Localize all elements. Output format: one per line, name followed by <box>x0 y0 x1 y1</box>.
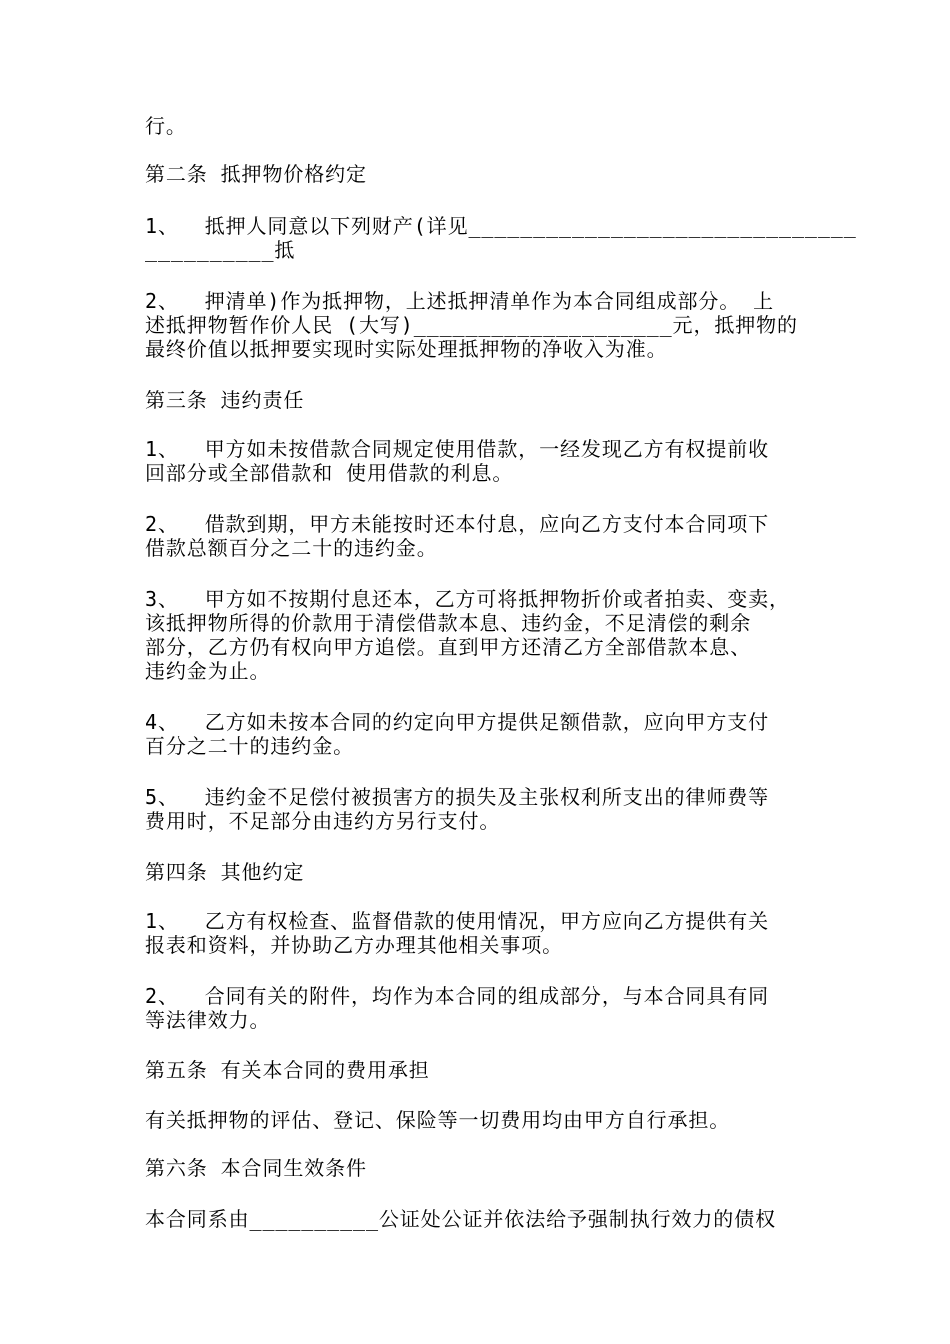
text-line: 1、 甲方如未按借款合同规定使用借款，一经发现乙方有权提前收 <box>145 437 770 461</box>
text-line: 2、 押清单)作为抵押物，上述抵押清单作为本合同组成部分。 上 <box>145 289 775 313</box>
text-line: 1、 抵押人同意以下列财产(详见______________________________ <box>145 214 857 238</box>
text-line: 4、 乙方如未按本合同的约定向甲方提供足额借款，应向甲方支付 <box>145 710 770 734</box>
section-heading: 第四条 其他约定 <box>145 860 305 884</box>
text-line: 述抵押物暂作价人民 (大写)____________________元，抵押物的 <box>145 313 798 337</box>
text-line: 2、 合同有关的附件，均作为本合同的组成部分，与本合同具有同 <box>145 984 770 1008</box>
section-heading: 第二条 抵押物价格约定 <box>145 162 367 186</box>
text-line: 1、 乙方有权检查、监督借款的使用情况，甲方应向乙方提供有关 <box>145 909 770 933</box>
section-heading: 第五条 有关本合同的费用承担 <box>145 1058 430 1082</box>
text-line: 百分之二十的违约金。 <box>145 734 354 758</box>
text-line: 报表和资料，并协助乙方办理其他相关事项。 <box>145 933 563 957</box>
text-line: 最终价值以抵押要实现时实际处理抵押物的净收入为准。 <box>145 337 668 361</box>
text-line: 该抵押物所得的价款用于清偿借款本息、违约金，不足清偿的剩余 <box>145 611 752 635</box>
text-line: 3、 甲方如不按期付息还本，乙方可将抵押物折价或者拍卖、变卖， <box>145 587 790 611</box>
section-heading: 第六条 本合同生效条件 <box>145 1156 367 1180</box>
text-line: __________抵 <box>145 238 296 262</box>
text-line: 部分，乙方仍有权向甲方追偿。直到甲方还清乙方全部借款本息、 <box>145 635 752 659</box>
text-line: 费用时，不足部分由违约方另行支付。 <box>145 809 501 833</box>
text-line: 回部分或全部借款和 使用借款的利息。 <box>145 461 514 485</box>
section-heading: 第三条 违约责任 <box>145 388 305 412</box>
text-line: 等法律效力。 <box>145 1008 271 1032</box>
text-line: 本合同系由__________公证处公证并依法给予强制执行效力的债权 <box>145 1207 777 1231</box>
text-line: 借款总额百分之二十的违约金。 <box>145 536 438 560</box>
text-line: 违约金为止。 <box>145 659 271 683</box>
text-line: 行。 <box>145 114 187 138</box>
text-line: 5、 违约金不足偿付被损害方的损失及主张权利所支出的律师费等 <box>145 785 770 809</box>
text-line: 2、 借款到期，甲方未能按时还本付息，应向乙方支付本合同项下 <box>145 512 770 536</box>
text-line: 有关抵押物的评估、登记、保险等一切费用均由甲方自行承担。 <box>145 1108 731 1132</box>
